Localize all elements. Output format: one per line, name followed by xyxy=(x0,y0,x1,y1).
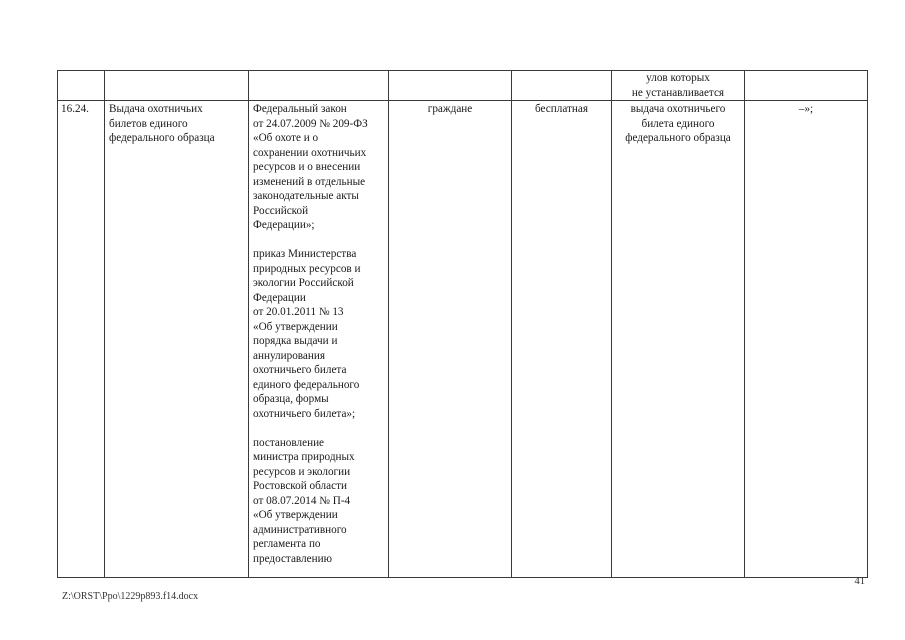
legal-basis-paragraph: Федеральный закон от 24.07.2009 № 209-ФЗ «Об охоте и о сохранении охотничьих ресурсов и о внесении изменений в отдельные законодательные акты Российской Федерации»; xyxy=(253,103,368,231)
cell-empty xyxy=(105,71,249,101)
cell-empty xyxy=(58,71,105,101)
continuation-result-cell: улов которых не устанавливается xyxy=(612,71,745,101)
cell-empty xyxy=(745,71,868,101)
table-row xyxy=(58,101,868,578)
continuation-row xyxy=(58,71,868,101)
cell-empty xyxy=(249,71,389,101)
legal-basis-paragraph: приказ Министерства природных ресурсов и экологии Российской Федерации от 20.01.2011 № 13 «Об утверждении порядка выдачи и аннулирования охотничьего билета единого федерального образца, формы охотничьего билета»; xyxy=(253,248,361,420)
file-path: Z:\ORST\Ppo\1229p893.f14.docx xyxy=(62,591,199,602)
page-number: 41 xyxy=(854,576,865,587)
services-table xyxy=(57,70,868,578)
legal-basis-cell xyxy=(249,101,389,578)
result-cell: выдача охотничьего билета единого федерального образца xyxy=(612,101,745,578)
cell-empty xyxy=(389,71,512,101)
cost-cell: бесплатная xyxy=(512,101,612,578)
service-name-cell: Выдача охотничьих билетов единого федерального образца xyxy=(105,101,249,578)
legal-basis-paragraph: постановление министра природных ресурсов и экологии Ростовской области от 08.07.2014 № П-4 «Об утверждении административного регламента по предоставлению xyxy=(253,436,355,565)
last-column-cell: –»; xyxy=(745,101,868,578)
cell-empty xyxy=(512,71,612,101)
recipients-cell: граждане xyxy=(389,101,512,578)
row-number: 16.24. xyxy=(58,101,105,578)
